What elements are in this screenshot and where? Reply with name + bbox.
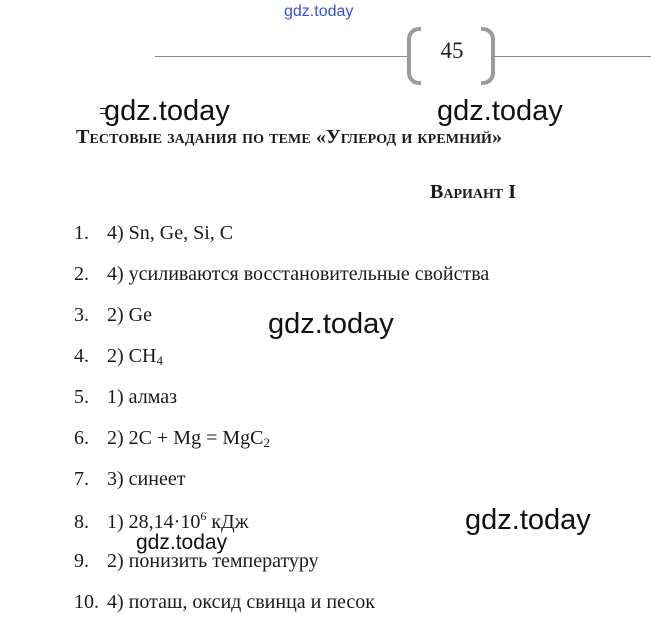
list-item [74, 468, 185, 491]
item-number: 9. [74, 550, 89, 572]
header-rule-right [494, 56, 651, 57]
item-answer: 2) понизить температуру [107, 550, 319, 572]
item-answer: 1) 28,14·10 [107, 511, 201, 533]
variant-title: Вариант I [430, 181, 517, 203]
item-answer: 2) CH [107, 345, 157, 367]
watermark: gdz.today [136, 531, 228, 554]
item-answer: 4) Sn, Ge, Si, C [107, 222, 234, 244]
header-rule-left [155, 56, 408, 57]
item-number: 4. [74, 345, 89, 367]
page-number-bracket-left [407, 27, 421, 85]
watermark: gdz.today [104, 95, 230, 127]
item-number: 3. [74, 304, 89, 326]
item-number: 5. [74, 386, 89, 408]
item-number: 7. [74, 468, 89, 490]
item-answer: 4) усиливаются восстановительные свойства [107, 263, 490, 285]
item-number: 2. [74, 263, 89, 285]
item-answer: 2) Ge [107, 304, 152, 326]
item-number: 8. [74, 511, 89, 533]
item-answer: 3) синеет [107, 468, 186, 490]
list-item [74, 591, 375, 614]
item-number: 1. [74, 222, 89, 244]
item-subscript: 2 [263, 435, 270, 450]
item-answer: 4) поташ, оксид свинца и песок [107, 591, 376, 613]
page-number-bracket-right [481, 27, 495, 85]
item-number: 10. [74, 591, 99, 613]
item-superscript: 6 [200, 509, 207, 523]
item-answer: 1) алмаз [107, 386, 177, 408]
list-item [74, 386, 177, 409]
item-answer-unit: кДж [206, 511, 249, 533]
list-item [74, 222, 233, 245]
list-item [74, 263, 489, 286]
item-answer: 2) 2C + Mg = MgC [107, 427, 264, 449]
list-item [74, 304, 152, 327]
page-number: 45 [440, 38, 464, 63]
watermark: gdz.today [465, 504, 591, 536]
watermark-top: gdz.today [284, 3, 354, 20]
list-item [74, 427, 270, 451]
watermark: gdz.today [268, 308, 394, 340]
item-number: 6. [74, 427, 89, 449]
list-item [74, 345, 163, 369]
section-title: Тестовые задания по теме «Углерод и кремний» [76, 126, 503, 148]
watermark: gdz.today [437, 95, 563, 127]
item-subscript: 4 [156, 353, 163, 368]
